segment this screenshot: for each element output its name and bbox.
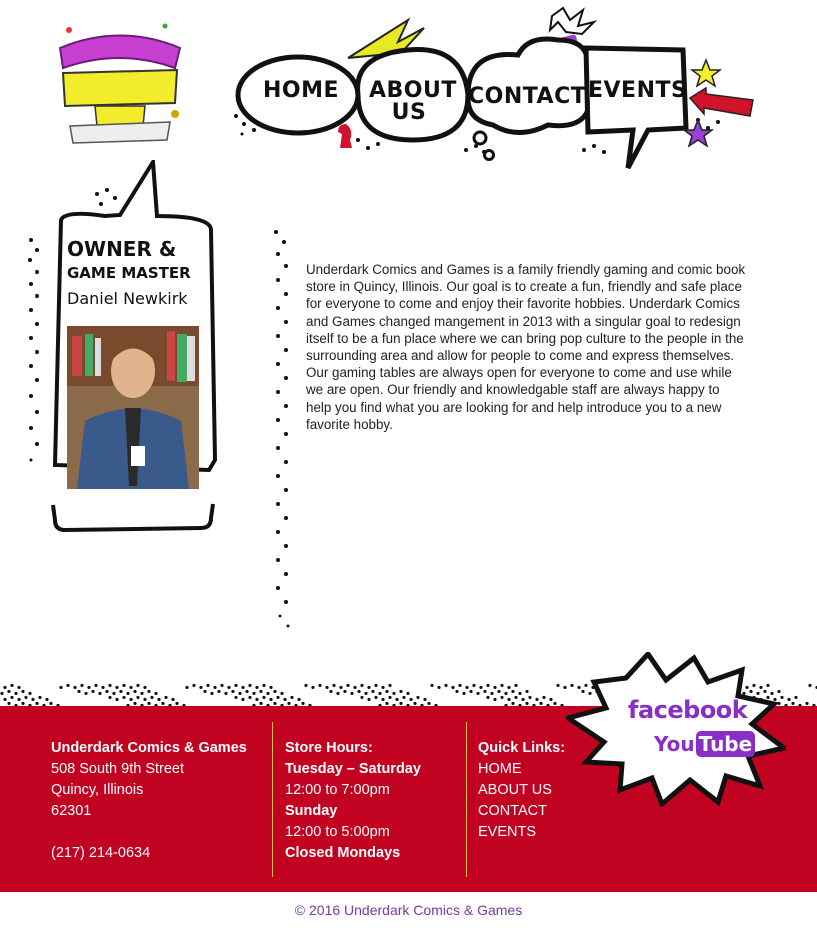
about-paragraph: Underdark Comics and Games is a family friendly gaming and comic book store in Quincy, Illinois. Our goal is to create a fun, friendly and safe place for everyone to come and enjoy their favorite hobbies. Underdark Comics and Games changed mangement in 2013 with a singular goal to redesign itself to be a fun place where we can bring pop culture to the people in the surrounding area and allow for people to come and express themselves. Our gaming tables are always open for everyone to come and use while we are open. Our friendly and knowledgable staff are always happy to help you find what you are looking for and help introduce you to a new favorite hobby. xyxy=(306,262,746,432)
hours-time-1: 12:00 to 7:00pm xyxy=(285,782,390,798)
footer-quick-links xyxy=(478,738,565,843)
hours-days-2: Sunday xyxy=(285,803,338,819)
star-icon xyxy=(692,60,720,86)
footer-contact xyxy=(51,738,247,864)
logo-graphic xyxy=(55,18,185,153)
owner-name: Daniel Newkirk xyxy=(67,289,188,308)
hours-title: Store Hours: xyxy=(285,740,373,756)
nav-about-label-1: ABOUT xyxy=(369,78,457,103)
nav-about-label-2: US xyxy=(391,100,427,125)
nav-about-us[interactable] xyxy=(369,78,457,125)
arrow-icon xyxy=(690,88,753,116)
footer-divider xyxy=(272,722,273,877)
site-logo[interactable] xyxy=(55,18,185,153)
youtube-you-label: You xyxy=(654,732,695,756)
nav-home-label: HOME xyxy=(263,78,340,103)
nav-contact-label: CONTACT xyxy=(468,84,587,109)
nav-contact[interactable] xyxy=(468,84,587,109)
facebook-link[interactable] xyxy=(628,696,748,724)
footer-address-line2: Quincy, Illinois xyxy=(51,782,144,798)
owner-photo xyxy=(67,326,199,489)
quick-link-contact[interactable]: CONTACT xyxy=(478,803,548,819)
quick-links-title: Quick Links: xyxy=(478,740,566,756)
youtube-link[interactable] xyxy=(654,730,755,758)
quick-link-home[interactable]: HOME xyxy=(478,761,522,777)
footer-address-line1: 508 South 9th Street xyxy=(51,761,185,777)
footer-store-name: Underdark Comics & Games xyxy=(51,740,247,756)
chess-knight-icon xyxy=(338,124,352,148)
nav-events[interactable] xyxy=(588,78,688,103)
owner-title-line2: GAME MASTER xyxy=(67,264,191,282)
hours-days-1: Tuesday – Saturday xyxy=(285,761,421,777)
owner-title-line1: OWNER & xyxy=(67,237,177,261)
footer-zip: 62301 xyxy=(51,803,92,819)
nav-home[interactable] xyxy=(263,78,340,103)
facebook-label: facebook xyxy=(628,696,748,724)
footer-hours xyxy=(285,738,421,864)
column-divider xyxy=(264,222,294,632)
footer-divider xyxy=(466,722,467,877)
hours-time-2: 12:00 to 5:00pm xyxy=(285,824,390,840)
copyright-text: © 2016 Underdark Comics & Games xyxy=(294,902,523,918)
quick-link-events[interactable]: EVENTS xyxy=(478,824,537,840)
quick-link-about-us[interactable]: ABOUT US xyxy=(478,782,552,798)
hours-closed: Closed Mondays xyxy=(285,845,401,861)
footer-phone[interactable]: (217) 214-0634 xyxy=(51,845,151,861)
nav-events-label: EVENTS xyxy=(588,78,688,103)
youtube-tube-label: Tube xyxy=(696,731,756,757)
